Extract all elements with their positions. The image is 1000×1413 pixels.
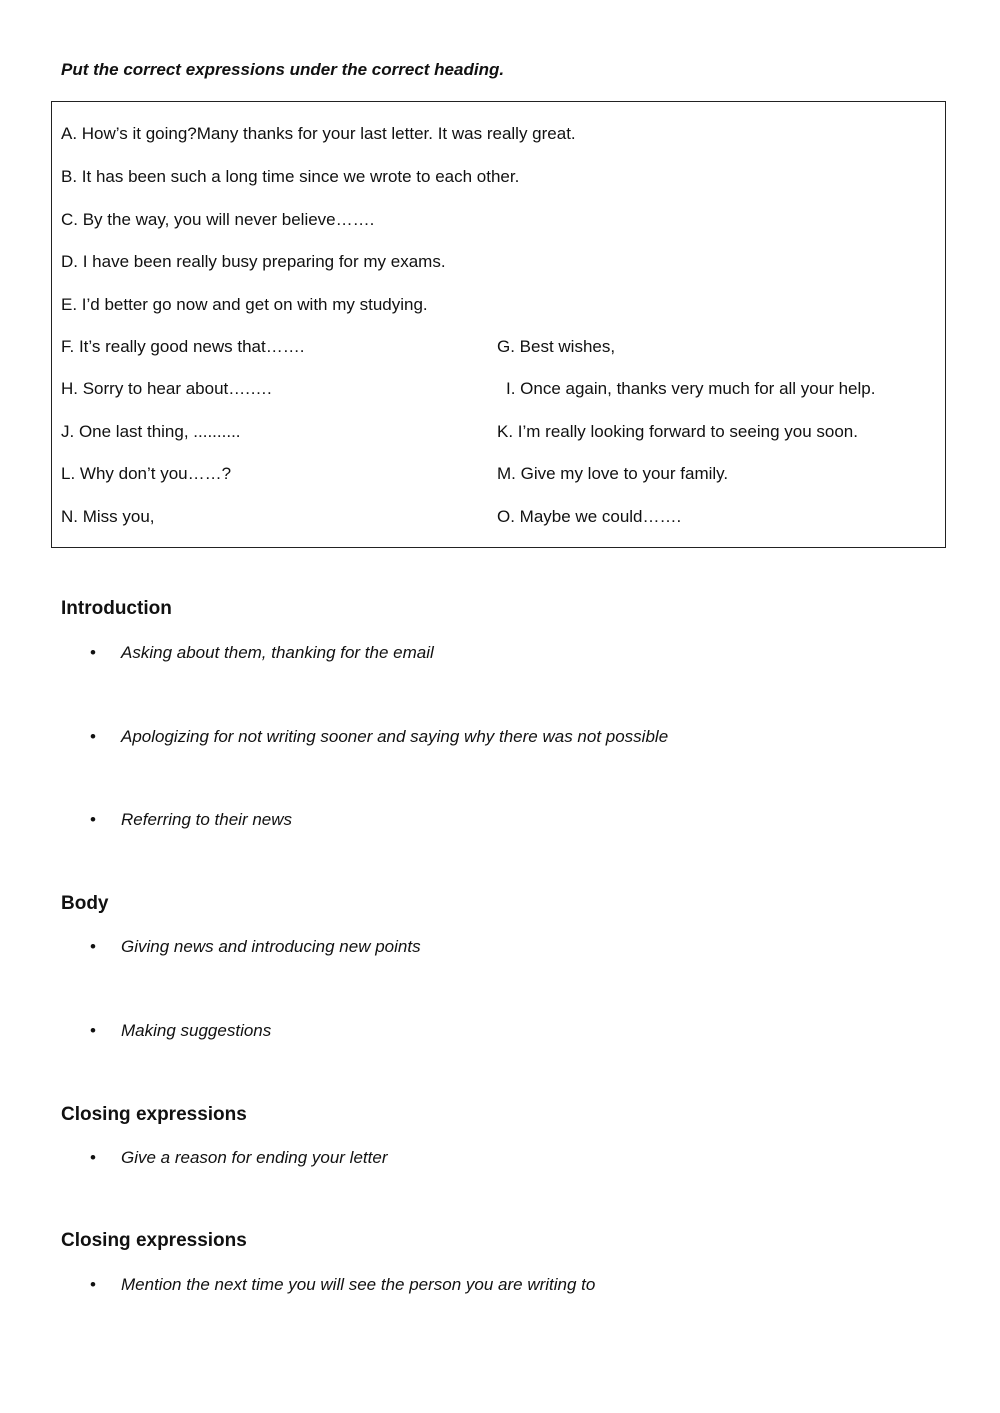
list-item [90,1148,387,1168]
expression-c: C. By the way, you will never believe……. [61,210,375,229]
expression-k: K. I’m really looking forward to seeing you soon. [497,422,858,441]
expression-e: E. I’d better go now and get on with my studying. [61,295,428,314]
instruction-text: Put the correct expressions under the correct heading. [61,60,505,79]
heading-introduction: Introduction [61,598,172,619]
bullet-icon: • [90,1021,96,1040]
list-item-text: Mention the next time you will see the person you are writing to [121,1275,596,1294]
list-item-text: Making suggestions [121,1021,272,1040]
expression-i: I. Once again, thanks very much for all your help. [506,379,876,398]
expression-d: D. I have been really busy preparing for my exams. [61,252,446,271]
expression-j: J. One last thing, .......... [61,422,241,441]
expression-n: N. Miss you, [61,507,155,526]
list-item [90,727,668,747]
list-item [90,1275,595,1295]
list-item [90,643,434,663]
heading-body: Body [61,893,109,914]
expression-b: B. It has been such a long time since we wrote to each other. [61,167,520,186]
bullet-icon: • [90,643,96,662]
bullet-icon: • [90,1148,96,1167]
list-item-text: Asking about them, thanking for the email [121,643,434,662]
list-item [90,810,292,830]
expression-a: A. How’s it going?Many thanks for your last letter. It was really great. [61,124,576,143]
list-item-text: Apologizing for not writing sooner and saying why there was not possible [121,727,669,746]
bullet-icon: • [90,937,96,956]
expression-l: L. Why don’t you……? [61,464,232,483]
heading-closing-expressions-2: Closing expressions [61,1230,247,1251]
bullet-icon: • [90,727,96,746]
heading-closing-expressions: Closing expressions [61,1104,247,1125]
expression-o: O. Maybe we could……. [497,507,682,526]
expression-f: F. It’s really good news that……. [61,337,305,356]
list-item-text: Giving news and introducing new points [121,937,421,956]
expression-g: G. Best wishes, [497,337,616,356]
list-item-text: Give a reason for ending your letter [121,1148,388,1167]
expression-h: H. Sorry to hear about….…. [61,379,272,398]
list-item [90,1021,271,1041]
bullet-icon: • [90,1275,96,1294]
list-item [90,937,421,957]
list-item-text: Referring to their news [121,810,293,829]
expression-m: M. Give my love to your family. [497,464,729,483]
bullet-icon: • [90,810,96,829]
